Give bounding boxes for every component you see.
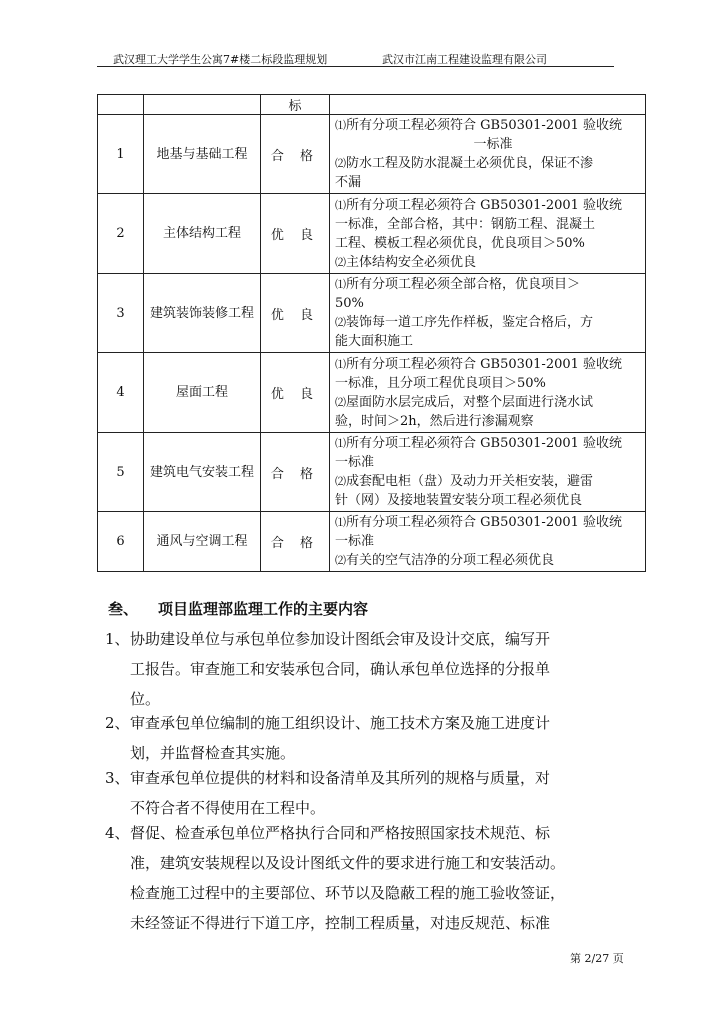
requirement-item: [335, 313, 639, 351]
paragraph-text: 督促、检查承包单位严格执行合同和严格按照国家技术规范、标: [130, 824, 551, 842]
table-cell-requirements: [330, 433, 646, 512]
section-number: 叁、: [108, 600, 139, 618]
table-cell-project-name: 地基与基础工程: [144, 115, 261, 194]
requirement-line: 能大面积施工: [335, 334, 414, 349]
table-cell-project-name: 建筑装饰装修工程: [144, 274, 261, 353]
table-cell-requirements: [330, 194, 646, 274]
requirement-marker: ⑴: [335, 198, 346, 212]
requirement-item: [335, 434, 639, 472]
table-cell-project-name: 主体结构工程: [144, 194, 261, 274]
section-title: 项目监理部监理工作的主要内容: [158, 600, 369, 618]
requirement-line: 所有分项工程必须符合 GB50301-2001 验收统: [346, 436, 623, 451]
requirement-marker: ⑴: [335, 278, 346, 291]
page-header: [97, 50, 614, 67]
requirement-line: 屋面防水层完成后，对整个层面进行浇水试: [346, 394, 594, 410]
requirement-marker: ⑵: [335, 157, 346, 170]
paragraph-number: 1、: [105, 630, 130, 648]
table-cell-requirements: [330, 274, 646, 353]
requirement-item: [335, 355, 639, 393]
requirement-line: 所有分项工程必须符合 GB50301-2001 验收统: [346, 515, 623, 530]
section-heading: [108, 598, 368, 619]
table-cell-project-name: 通风与空调工程: [144, 512, 261, 572]
quality-standard-table: [97, 94, 646, 572]
requirement-line: 一标准，全部合格，其中：钢筋工程、混凝土: [335, 216, 596, 232]
requirement-marker: ⑴: [335, 516, 346, 529]
requirement-line: 一标准: [335, 455, 375, 470]
requirement-line: 装饰每一道工序先作样板，鉴定合格后，方: [346, 315, 594, 330]
table-row: [98, 433, 646, 512]
requirement-marker: ⑴: [335, 437, 346, 450]
requirement-marker: ⑵: [335, 255, 346, 269]
requirement-line: 工程、模板工程必须优良，优良项目＞50%: [335, 235, 585, 251]
requirement-line: 所有分项工程必须全部合格，优良项目＞: [346, 277, 581, 292]
content-paragraph: [105, 763, 625, 823]
requirement-line: 一标准: [335, 534, 375, 549]
requirement-item: [335, 116, 639, 154]
table-cell-grade: 优 良: [261, 194, 330, 274]
requirement-item: [335, 253, 639, 272]
requirement-line: 防水工程及防水混凝土必须优良，保证不渗: [346, 156, 594, 171]
requirement-marker: ⑵: [335, 554, 346, 567]
content-paragraph: [105, 624, 625, 714]
paragraph-line: [105, 708, 625, 738]
paragraph-line: [105, 818, 625, 848]
paragraph-text: 审查承包单位编制的施工组织设计、施工技术方案及施工进度计: [130, 714, 551, 732]
header-company-name: 武汉市江南工程建设监理有限公司: [382, 53, 547, 66]
table-cell-requirements: [330, 115, 646, 194]
paragraph-line: 不符合者不得使用在工程中。: [130, 799, 326, 817]
table-cell-requirements: [330, 512, 646, 572]
paragraph-text: 协助建设单位与承包单位参加设计图纸会审及设计交底，编写开: [130, 630, 551, 648]
requirement-line: 有关的空气洁净的分项工程必须优良: [346, 553, 555, 568]
table-cell-number: 4: [98, 353, 144, 433]
requirement-marker: ⑴: [335, 119, 346, 132]
requirement-line: 一标准，且分项工程优良项目＞50%: [335, 375, 546, 391]
paragraph-line: 准，建筑安装规程以及设计图纸文件的要求进行施工和安装活动。: [130, 854, 566, 872]
table-cell-requirements: [330, 353, 646, 433]
table-cell-grade: 合 格: [261, 115, 330, 194]
table-cell-grade: 合 格: [261, 433, 330, 512]
requirement-marker: ⑵: [335, 475, 346, 488]
table-row: [98, 95, 646, 115]
requirement-line: 所有分项工程必须符合 GB50301-2001 验收统: [346, 197, 623, 213]
requirement-item: [335, 472, 639, 510]
requirement-marker: ⑴: [335, 357, 346, 371]
requirement-line: 主体结构安全必须优良: [346, 254, 477, 270]
paragraph-number: 2、: [105, 714, 130, 732]
requirement-marker: ⑵: [335, 316, 346, 329]
paragraph-line: 未经签证不得进行下道工序，控制工程质量，对违反规范、标准: [130, 914, 551, 932]
paragraph-line: [105, 624, 625, 654]
requirement-line: 所有分项工程必须符合 GB50301-2001 验收统: [346, 356, 623, 372]
paragraph-line: [105, 763, 625, 793]
table-row: [98, 353, 646, 433]
paragraph-line: 划，并监督检查其实施。: [130, 744, 296, 762]
table-row: [98, 512, 646, 572]
paragraph-number: 4、: [105, 824, 130, 842]
requirement-line: 50%: [335, 296, 364, 311]
header-project-title: 武汉理工大学学生公寓7#楼二标段监理规划: [113, 53, 328, 66]
table-cell-number: 2: [98, 194, 144, 274]
table-cell-number: 1: [98, 115, 144, 194]
table-cell-grade: 优 良: [261, 274, 330, 353]
paragraph-number: 3、: [105, 769, 130, 787]
requirement-item: [335, 551, 639, 570]
requirement-item: [335, 275, 639, 313]
table-cell-grade: 合 格: [261, 512, 330, 572]
table-cell-grade: 优 良: [261, 353, 330, 433]
table-cell-number: 5: [98, 433, 144, 512]
table-row: [98, 194, 646, 274]
requirement-line: 验，时间＞2h，然后进行渗漏观察: [335, 413, 534, 429]
table-cell-project-name: 建筑电气安装工程: [144, 433, 261, 512]
paragraph-text: 审查承包单位提供的材料和设备清单及其所列的规格与质量，对: [130, 769, 551, 787]
paragraph-line: 位。: [130, 690, 161, 708]
paragraph-line: 工报告。审查施工和安装承包合同，确认承包单位选择的分报单: [130, 660, 551, 678]
requirement-item: [335, 196, 639, 253]
content-paragraph: [105, 818, 625, 938]
table-cell-number: 3: [98, 274, 144, 353]
requirement-line: 不漏: [335, 175, 362, 190]
requirement-line: 一标准: [473, 137, 513, 152]
table-row: [98, 274, 646, 353]
requirement-line: 针（网）及接地装置安装分项工程必须优良: [335, 493, 583, 508]
table-cell-grade: 标: [261, 95, 330, 115]
table-cell-number: 6: [98, 512, 144, 572]
requirement-item: [335, 154, 639, 192]
requirement-line: 成套配电柜（盘）及动力开关柜安装，避雷: [346, 474, 594, 489]
requirement-line: 所有分项工程必须符合 GB50301-2001 验收统: [346, 118, 623, 133]
requirement-marker: ⑵: [335, 395, 346, 409]
paragraph-line: 检查施工过程中的主要部位、环节以及隐蔽工程的施工验收签证，: [130, 884, 566, 902]
page-number: 第 2/27 页: [570, 952, 624, 965]
content-paragraph: [105, 708, 625, 768]
table-cell-project-name: 屋面工程: [144, 353, 261, 433]
table-row: [98, 115, 646, 194]
requirement-item: [335, 513, 639, 551]
requirement-item: [335, 393, 639, 431]
